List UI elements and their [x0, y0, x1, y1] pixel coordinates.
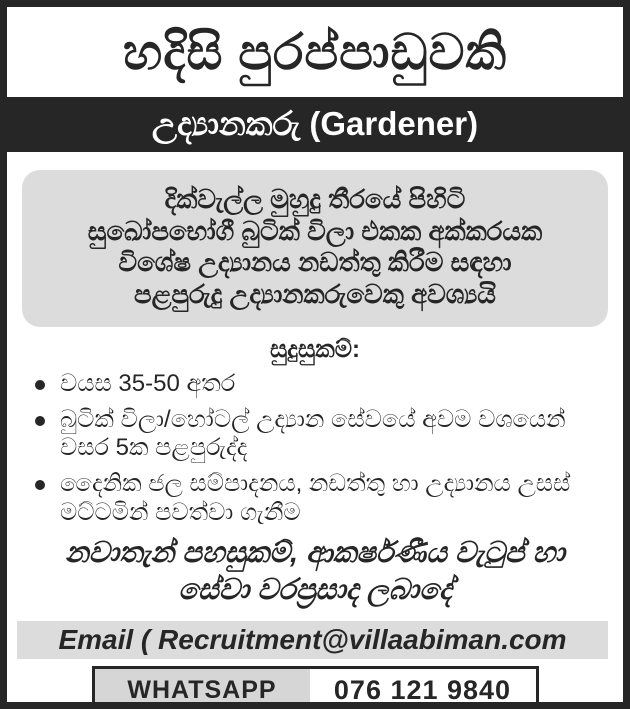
qualification-item: දෛනික ජල සම්පාදනය, නඩත්තු හා උද්‍යානය උසස් මට්ටමින් පවත්වා ගැනීම [33, 470, 605, 528]
benefits-statement [7, 535, 623, 609]
description-line: පළපුරුදු උද්‍යානකරුවෙකු අවශ්‍යයි [133, 279, 496, 310]
whatsapp-number: 076 121 9840 [310, 669, 536, 709]
description-line: දික්වැල්ල මුහුදු තීරයේ පිහිටි [164, 184, 466, 214]
description-line: විශේෂ උද්‍යානය නඩත්තු කිරීම සඳහා [118, 247, 512, 278]
qualification-item: බුටික් විලා/හෝටල් උද්‍යාන සේවයේ අවම වශයෙන් වසර 5ක පළපුරුද්ද [33, 406, 605, 464]
description-line: සුඛෝපභෝගී බුටික් විලා එකක අක්කරයක [87, 215, 543, 246]
email-contact-bar: Email ( Recruitment@villaabiman.com [17, 621, 608, 659]
benefits-line: නවාතැන් පහසුකම්, ආකර්ෂණීය වැටුප් හා [65, 536, 565, 569]
whatsapp-label: WHATSAPP [95, 669, 310, 709]
qualifications-heading: සුදුසුකම්: [270, 335, 360, 363]
whatsapp-contact-box [92, 666, 539, 709]
qualification-item: වයස 35-50 අතර [33, 370, 605, 399]
position-banner: උද්‍යානකරු (Gardener) [7, 97, 623, 152]
benefits-line: සේවා වරප්‍රසාද ලබාදේ [178, 573, 452, 606]
urgent-vacancy-title: හදිසි පුරප්පාඩුවකි [7, 7, 623, 97]
qualifications-list [33, 370, 605, 528]
job-description-box [22, 170, 608, 327]
